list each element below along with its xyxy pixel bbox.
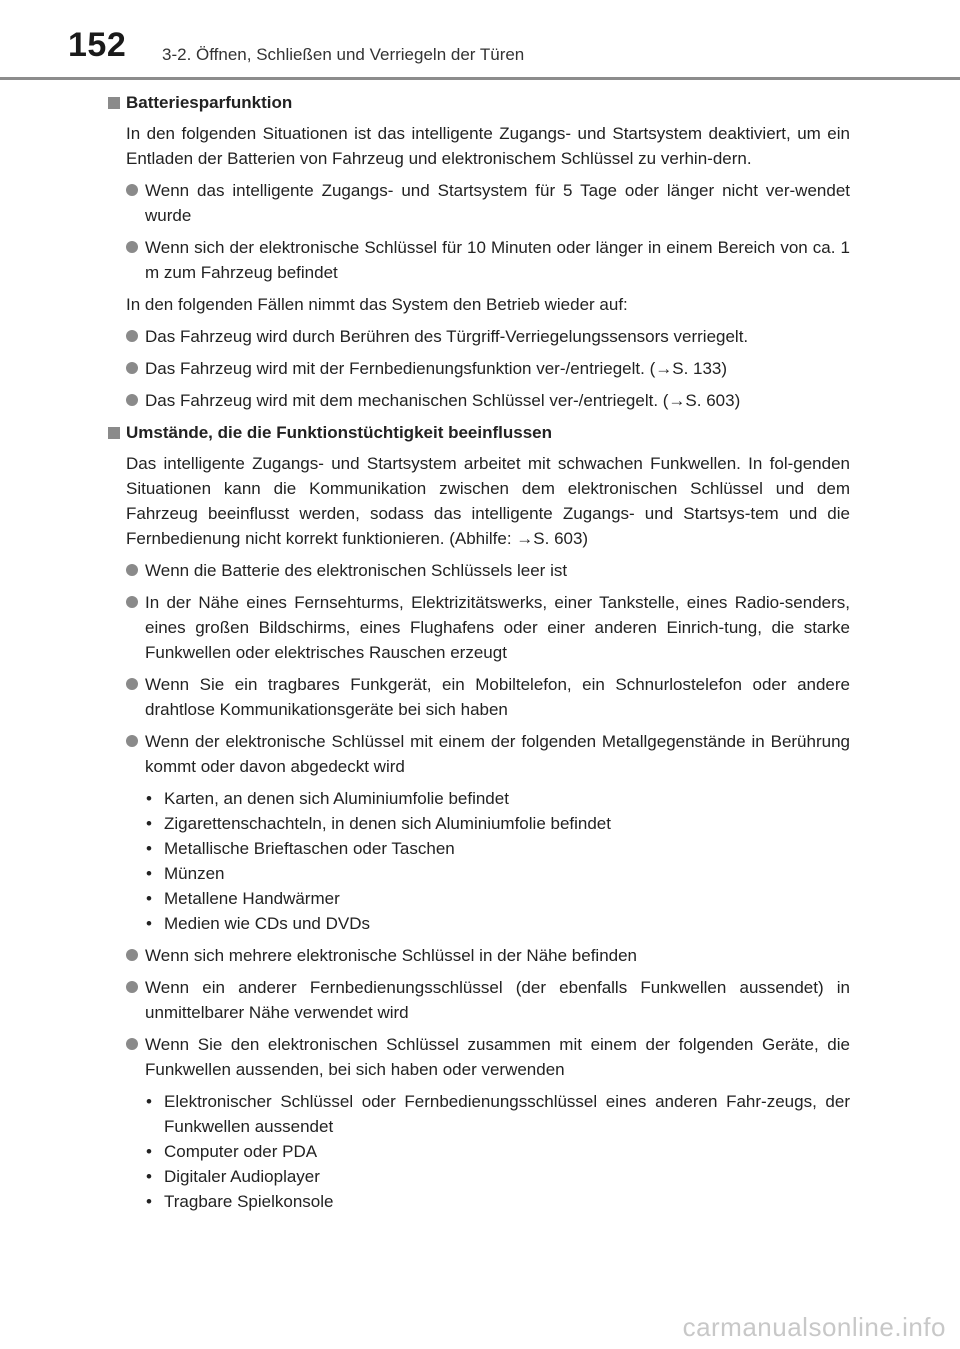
sub-list-item: • Digitaler Audioplayer [146,1167,320,1186]
circle-bullet-icon [126,330,138,342]
section-title: 3-2. Öffnen, Schließen und Verriegeln der Türen [162,45,525,64]
list-item-text: Wenn Sie den elektronischen Schlüssel zusammen mit einem der folgenden Geräte, die Funkwellen aussenden, bei sich haben oder verwenden [145,1035,850,1079]
sub-list-item-text: Münzen [164,864,225,883]
sub-list-item: • Medien wie CDs und DVDs [146,914,370,933]
header-divider [0,77,960,80]
circle-bullet-icon [126,1038,138,1050]
circle-bullet-icon [126,981,138,993]
sub-list-item-text: Tragbare Spielkonsole [164,1192,334,1211]
list-item-text: Das Fahrzeug wird mit dem mechanischen Schlüssel ver-/entriegelt. (→S. 603) [145,391,741,410]
page-content [108,90,850,1214]
list-item-text: Wenn sich mehrere elektronische Schlüssel in der Nähe befinden [145,946,638,965]
sub-list-item-text: Digitaler Audioplayer [164,1167,320,1186]
list-item [126,388,850,413]
section-heading-interference [108,420,850,445]
list-item [126,558,850,583]
list-item-text: Wenn der elektronische Schlüssel mit einem der folgenden Metallgegenstände in Berührung kommt oder davon abgedeckt wird [145,732,850,776]
list-item [126,1032,850,1082]
paragraph: Das intelligente Zugangs- und Startsystem arbeitet mit schwachen Funkwellen. In fol-genden Situationen kann die Kommunikation zwischen dem elektronischen Schlüssel und dem Fahrzeug beeinflusst werden, sodass das intelligente Zugangs- und Startsys-tem und die Fernbedienung nicht korrekt funktionieren. (Abhilfe: →S. 603) [126,454,850,548]
sub-list-item: • Elektronischer Schlüssel oder Fernbedienungsschlüssel eines anderen Fahr-zeugs, der Funkwellen aussendet [146,1092,850,1136]
circle-bullet-icon [126,241,138,253]
sub-list-item-text: Karten, an denen sich Aluminiumfolie befindet [164,789,509,808]
list-item-text: In der Nähe eines Fernsehturms, Elektrizitätswerks, einer Tankstelle, eines Radio-senders, eines großen Bildschirms, eines Flughafens oder einer anderen Einrich-tung, die starke Funkwellen oder elektrisches Rauschen erzeugt [145,593,850,662]
list-item-text: Das Fahrzeug wird mit der Fernbedienungsfunktion ver-/entriegelt. (→S. 133) [145,359,728,378]
sub-list-item: • Metallene Handwärmer [146,889,340,908]
page-header [0,0,960,80]
paragraph: In den folgenden Fällen nimmt das System den Betrieb wieder auf: [126,295,628,314]
list-item-text: Wenn sich der elektronische Schlüssel für 10 Minuten oder länger in einem Bereich von ca. 1 m zum Fahrzeug befindet [145,238,850,282]
list-item [126,235,850,285]
circle-bullet-icon [126,678,138,690]
list-item-text: Das Fahrzeug wird durch Berühren des Türgriff-Verriegelungssensors verriegelt. [145,327,749,346]
heading-text: Batteriesparfunktion [126,93,293,112]
list-item-text: Wenn das intelligente Zugangs- und Startsystem für 5 Tage oder länger nicht ver-wendet wurde [145,181,850,225]
page-number: 152 [68,26,127,64]
list-item [126,943,850,968]
sub-list-item-text: Metallische Brieftaschen oder Taschen [164,839,455,858]
circle-bullet-icon [126,596,138,608]
sub-list-item-text: Elektronischer Schlüssel oder Fernbedienungsschlüssel eines anderen Fahr-zeugs, der Funkwellen aussendet [164,1092,850,1136]
circle-bullet-icon [126,735,138,747]
sub-list-item: • Tragbare Spielkonsole [146,1192,334,1211]
section-heading-battery-saving [108,90,850,115]
square-bullet-icon [108,427,120,439]
square-bullet-icon [108,97,120,109]
list-item [126,590,850,665]
sub-list-item: • Karten, an denen sich Aluminiumfolie befindet [146,789,509,808]
circle-bullet-icon [126,362,138,374]
sub-list-item: • Zigarettenschachteln, in denen sich Aluminiumfolie befindet [146,814,611,833]
list-item [126,729,850,779]
circle-bullet-icon [126,394,138,406]
paragraph: In den folgenden Situationen ist das intelligente Zugangs- und Startsystem deaktiviert, um ein Entladen der Batterien von Fahrzeug und elektronischem Schlüssel zu verhin-dern. [126,124,850,168]
watermark: carmanualsonline.info [682,1312,946,1342]
list-item [126,178,850,228]
heading-text: Umstände, die die Funktionstüchtigkeit beeinflussen [126,423,553,442]
list-item-text: Wenn die Batterie des elektronischen Schlüssels leer ist [145,561,568,580]
sub-list-item-text: Computer oder PDA [164,1142,318,1161]
list-item-text: Wenn Sie ein tragbares Funkgerät, ein Mobiltelefon, ein Schnurlostelefon oder andere drahtlose Kommunikationsgeräte bei sich haben [145,675,850,719]
sub-list-item-text: Metallene Handwärmer [164,889,340,908]
sub-list-item: • Münzen [146,864,225,883]
list-item [126,324,850,349]
circle-bullet-icon [126,184,138,196]
sub-list-item: • Computer oder PDA [146,1142,318,1161]
sub-list-item-text: Medien wie CDs und DVDs [164,914,370,933]
list-item [126,672,850,722]
sub-list-item: • Metallische Brieftaschen oder Taschen [146,839,455,858]
circle-bullet-icon [126,564,138,576]
sub-list-item-text: Zigarettenschachteln, in denen sich Aluminiumfolie befindet [164,814,611,833]
list-item [126,975,850,1025]
list-item-text: Wenn ein anderer Fernbedienungsschlüssel (der ebenfalls Funkwellen aussendet) in unmittelbarer Nähe verwendet wird [145,978,850,1022]
list-item [126,356,850,381]
circle-bullet-icon [126,949,138,961]
